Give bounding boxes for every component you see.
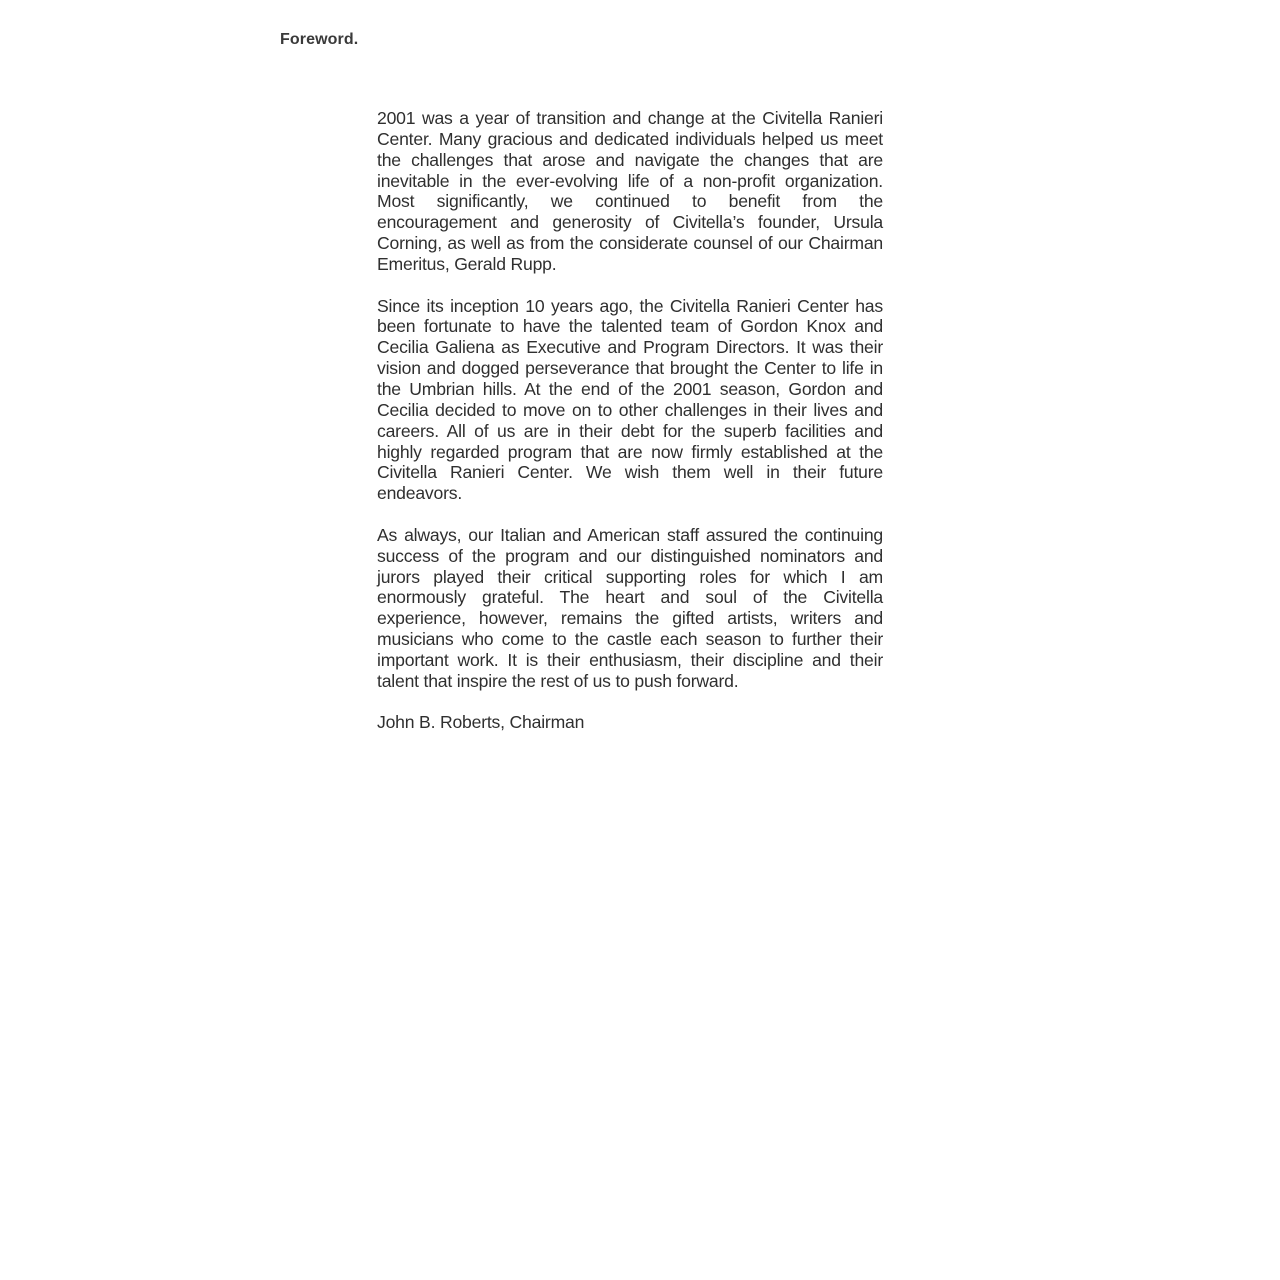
paragraph-3: As always, our Italian and American staff assured the continuing success of the program and our distinguished nominators and jurors played their critical supporting roles for which I am enormously grateful. The heart and soul of the Civitella experience, however, remains the gifted artists, writers and musicians who come to the castle each season to further their important work. It is their enthusiasm, their discipline and their talent that inspire the rest of us to push forward. xyxy=(377,524,883,691)
foreword-body xyxy=(377,108,883,754)
paragraph-2: Since its inception 10 years ago, the Civitella Ranieri Center has been fortunate to have the talented team of Gordon Knox and Cecilia Galiena as Executive and Program Directors. It was their vision and dogged perseverance that brought the Center to life in the Umbrian hills. At the end of the 2001 season, Gordon and Cecilia decided to move on to other challenges in their lives and careers. All of us are in their debt for the superb facilities and highly regarded program that are now firmly established at the Civitella Ranieri Center. We wish them well in their future endeavors. xyxy=(377,295,883,504)
page-heading: Foreword. xyxy=(280,31,359,48)
paragraph-1: 2001 was a year of transition and change at the Civitella Ranieri Center. Many gracious and dedicated individuals helped us meet the challenges that arose and navigate the changes that are inevitable in the ever-evolving life of a non-profit organization. Most significantly, we continued to benefit from the encouragement and generosity of Civitella’s founder, Ursula Corning, as well as from the considerate counsel of our Chairman Emeritus, Gerald Rupp. xyxy=(377,108,883,274)
signature: John B. Roberts, Chairman xyxy=(377,712,585,733)
